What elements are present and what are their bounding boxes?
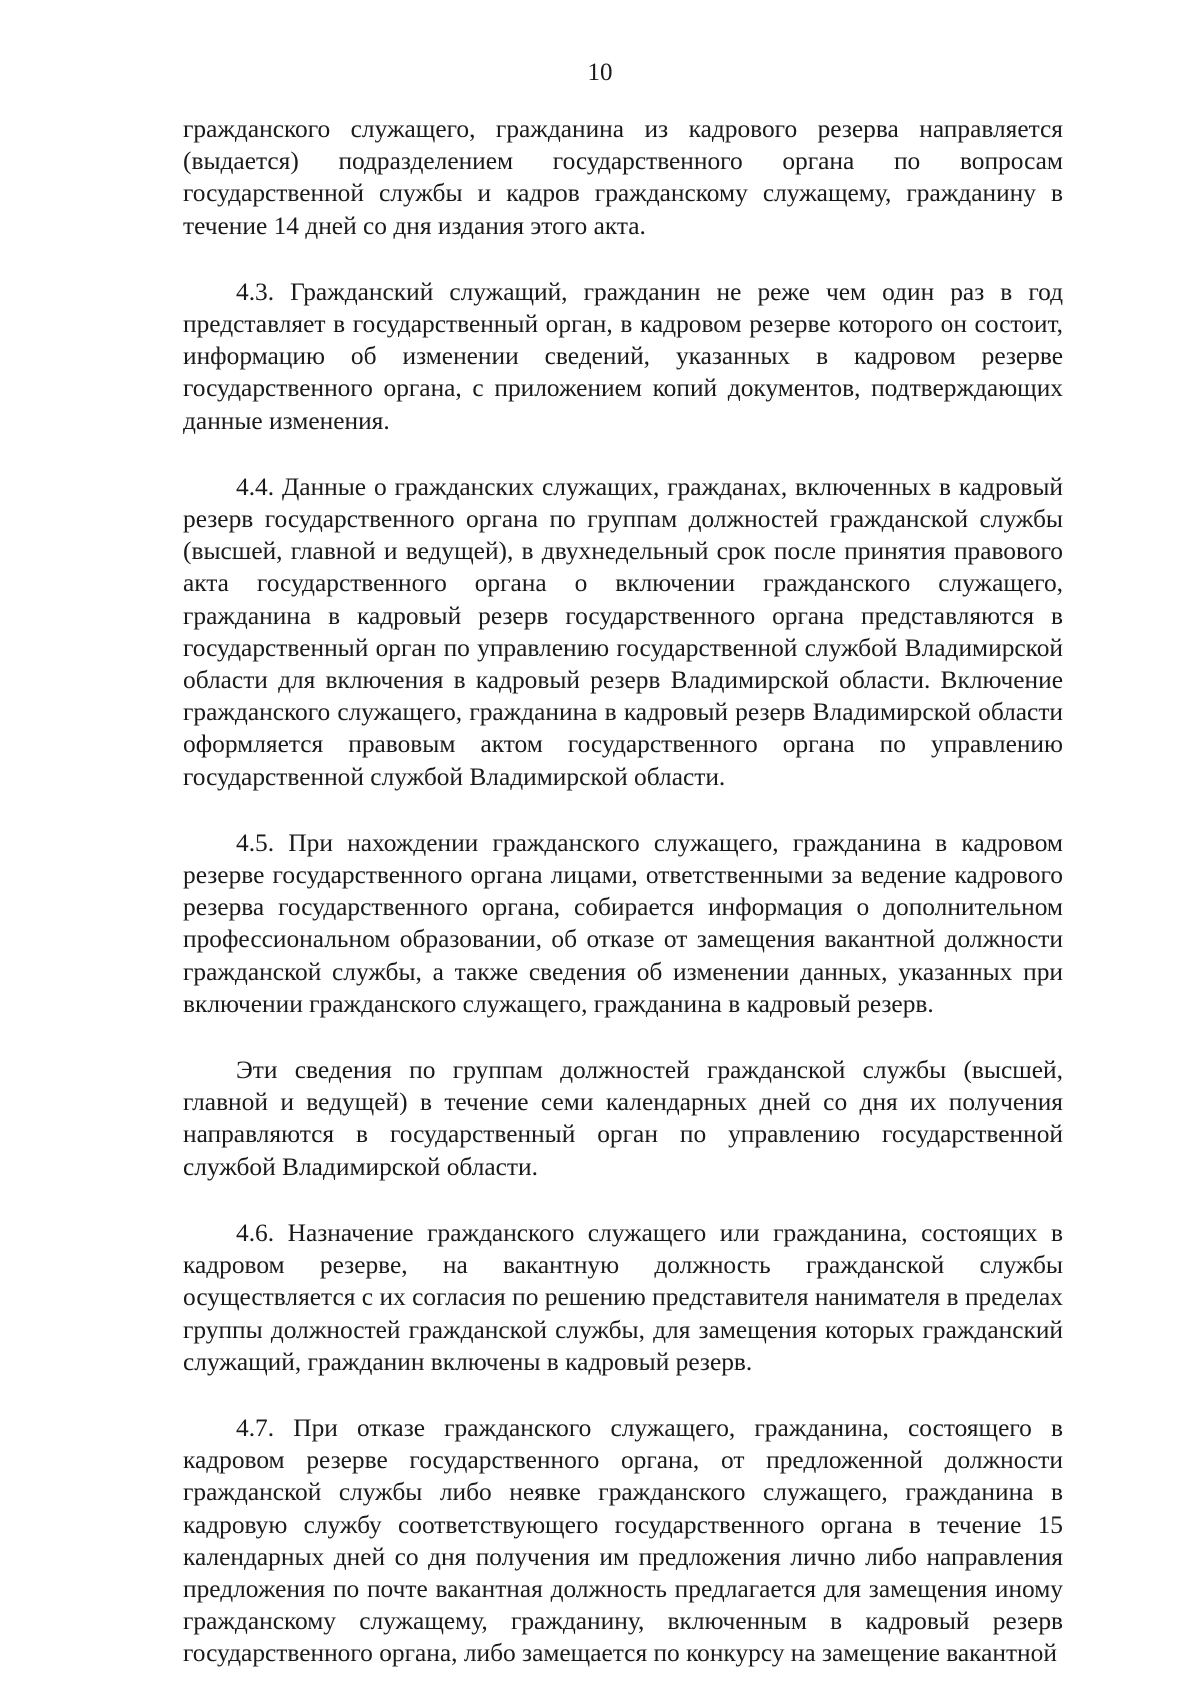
paragraph-4-5-continued: Эти сведения по группам должностей гражданской службы (высшей, главной и ведущей) в течение семи календарных дней со дня их получения направляются в государственный орган по управлению государственной службой Владимирской области. [183,1056,1063,1181]
paragraph-4-6: 4.6. Назначение гражданского служащего или гражданина, состоящих в кадровом резерве, на вакантную должность гражданской службы осуществляется с их согласия по решению представителя нанимателя в пределах группы должностей гражданской службы, для замещения которых гражданский служащий, гражданин включены в кадровый резерв. [183,1218,1063,1376]
paragraph-4-4: 4.4. Данные о гражданских служащих, гражданах, включенных в кадровый резерв государственного органа по группам должностей гражданской службы (высшей, главной и ведущей), в двухнедельный срок после принятия правового акта государственного органа о включении гражданского служащего, гражданина в кадровый резерв государственного органа представляются в государственный орган по управлению государственной службой Владимирской области для включения в кадровый резерв Владимирской области. Включение гражданского служащего, гражданина в кадровый резерв Владимирской области оформляется правовым актом государственного органа по управлению государственной службой Владимирской области. [183,472,1063,791]
paragraph-continuation: гражданского служащего, гражданина из кадрового резерва направляется (выдается) подразделением государственного органа по вопросам государственной службы и кадров гражданскому служащему, гражданину в течение 14 дней со дня издания этого акта. [183,115,1063,240]
paragraph-4-5: 4.5. При нахождении гражданского служащего, гражданина в кадровом резерве государственного органа лицами, ответственными за ведение кадрового резерва государственного органа, собирается информация о дополнительном профессиональном образовании, об отказе от замещения вакантной должности гражданской службы, а также сведения об изменении данных, указанных при включении гражданского служащего, гражданина в кадровый резерв. [183,828,1063,1018]
paragraph-4-7: 4.7. При отказе гражданского служащего, гражданина, состоящего в кадровом резерве государственного органа, от предложенной должности гражданской службы либо неявке гражданского служащего, гражданина в кадровую службу соответствующего государственного органа в течение 15 календарных дней со дня получения им предложения лично либо направления предложения по почте вакантная должность предлагается для замещения иному гражданскому служащему, гражданину, включенным в кадровый резерв государственного органа, либо замещается по конкурсу на замещение вакантной [183,1413,1063,1668]
document-body [183,113,1063,1670]
paragraph-4-3: 4.3. Гражданский служащий, гражданин не реже чем один раз в год представляет в государственный орган, в кадровом резерве которого он состоит, информацию об изменении сведений, указанных в кадровом резерве государственного органа, с приложением копий документов, подтверждающих данные изменения. [183,277,1063,435]
page-number: 10 [587,59,613,86]
